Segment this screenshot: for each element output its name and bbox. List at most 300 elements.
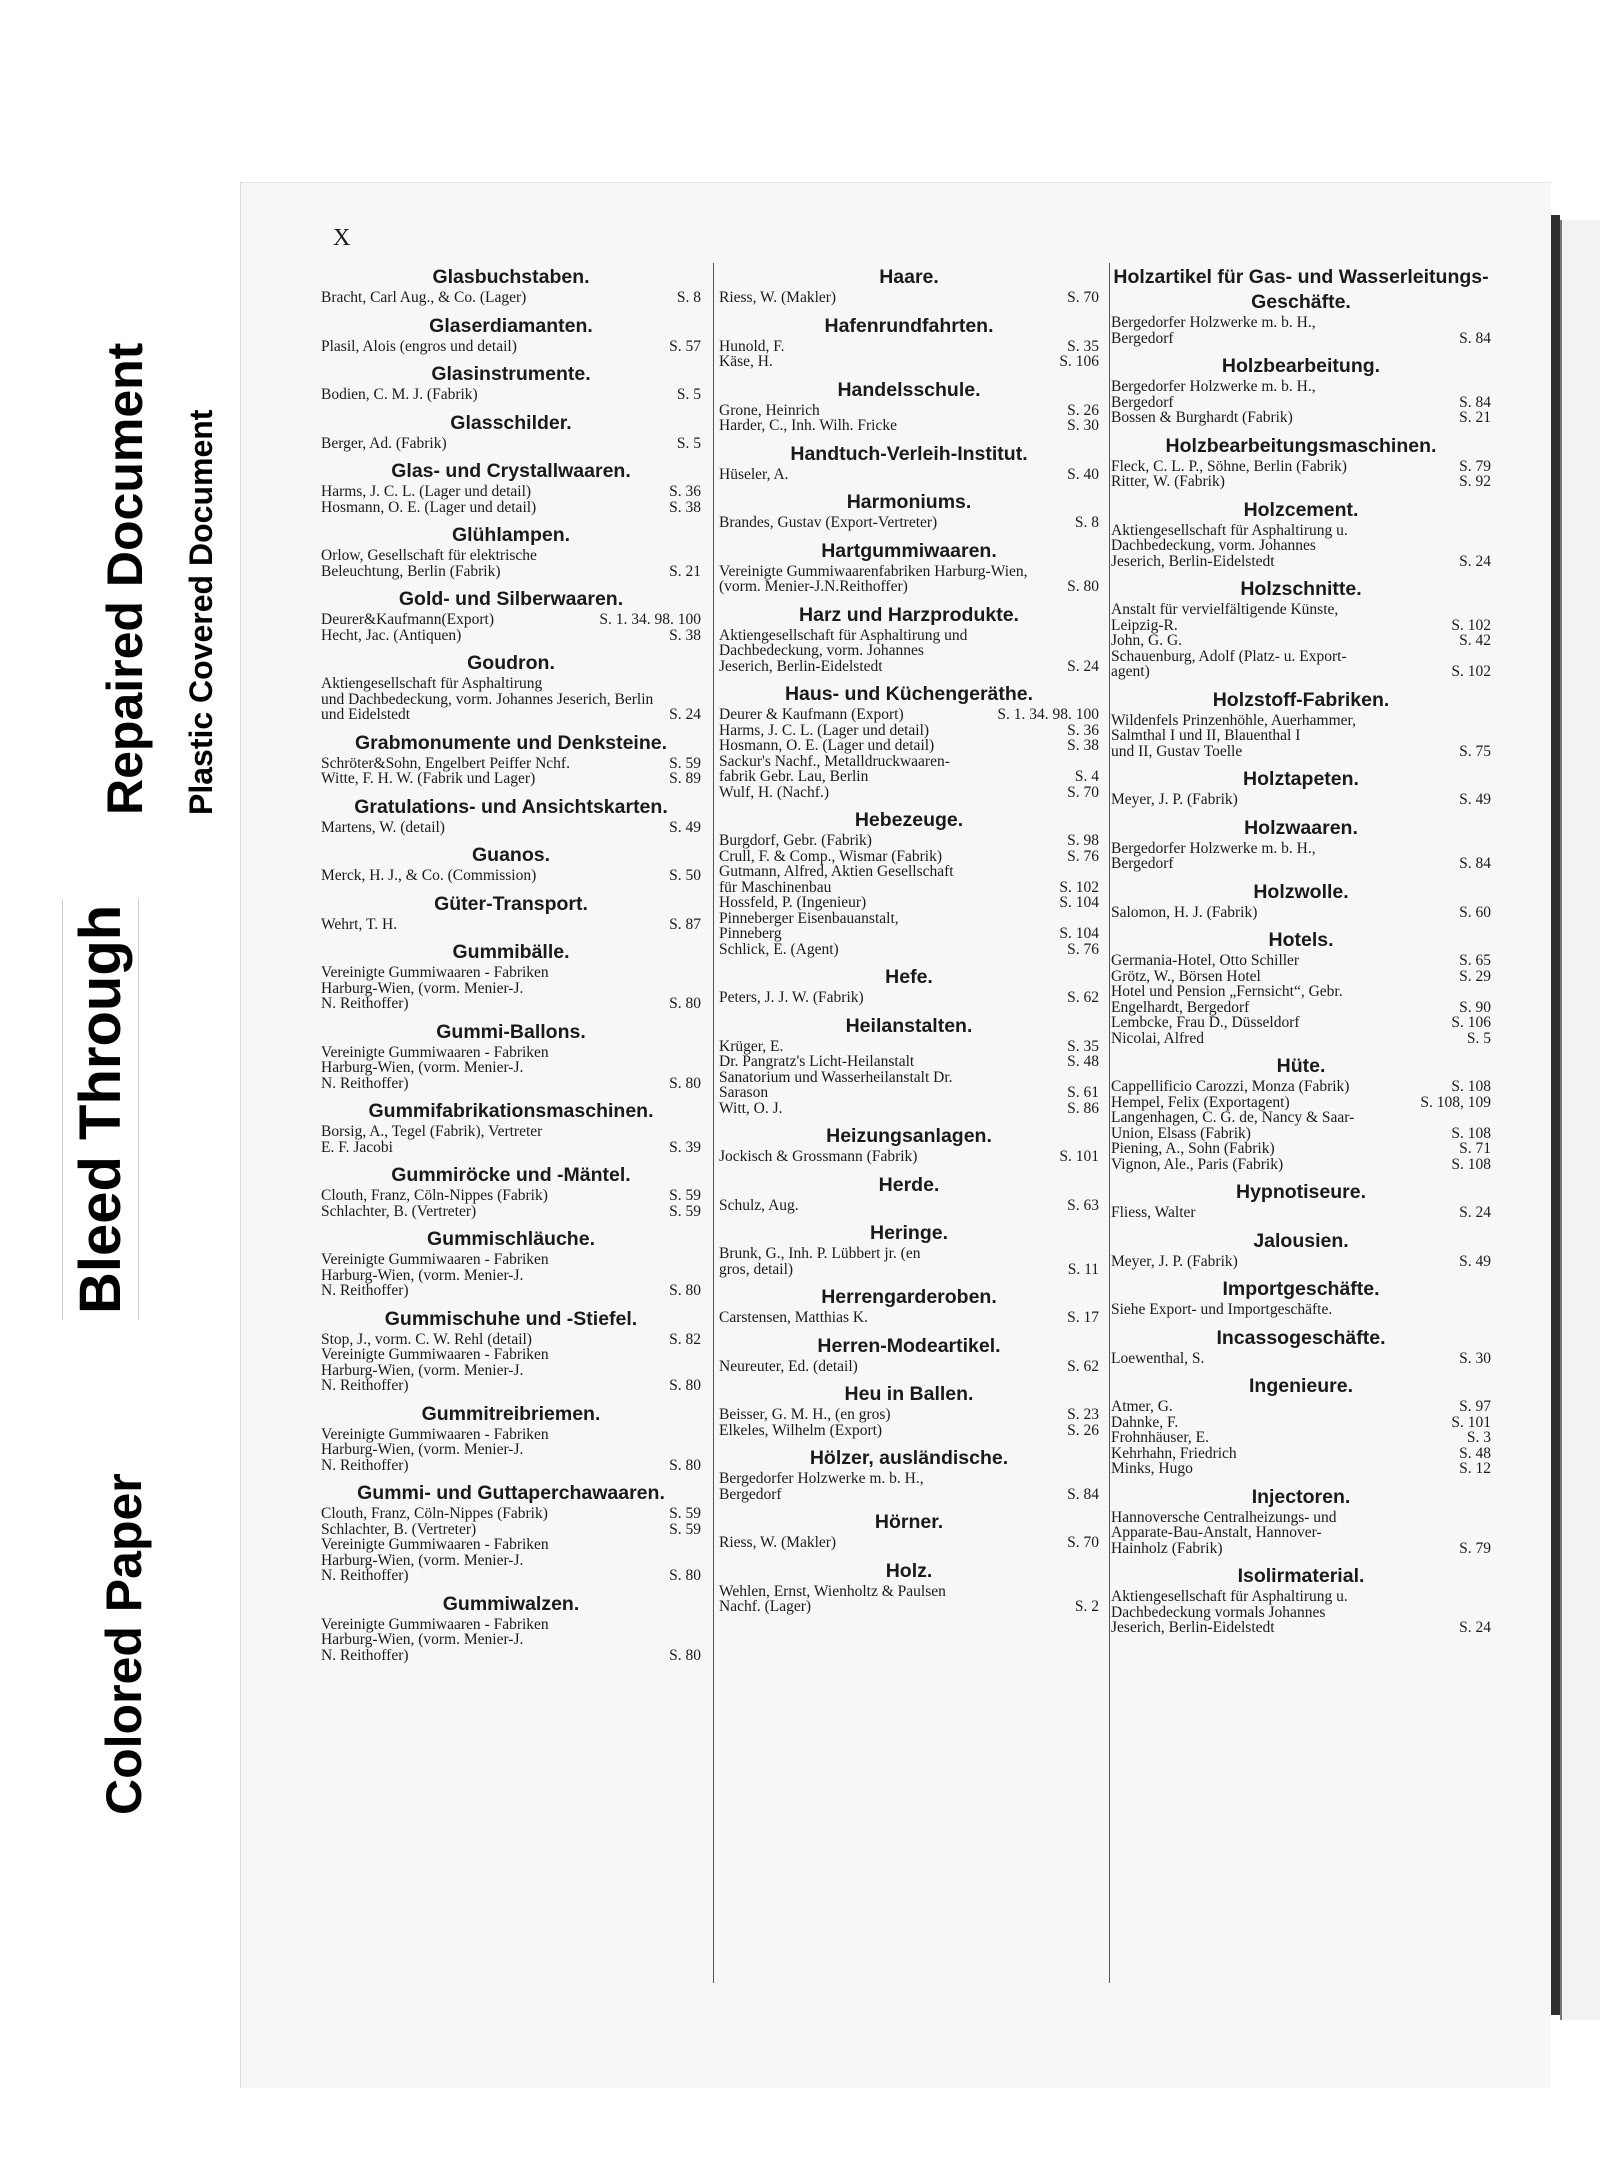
directory-entry <box>719 403 1099 419</box>
column-3 <box>1111 261 1491 1636</box>
entry-page-ref: S. 80 <box>669 1377 701 1394</box>
next-page-edge <box>1560 220 1600 2020</box>
section-heading: Gummiwalzen. <box>442 1592 580 1615</box>
entry-name: Vereinigte Gummiwaaren - Fabriken Harburg-Wien, (vorm. Menier-J. N. Reithoffer) <box>321 1615 549 1664</box>
directory-entry <box>321 1045 701 1092</box>
section-heading: Harz und Harzprodukte. <box>799 603 1019 626</box>
directory-entry <box>1111 905 1491 921</box>
entry-page-ref: S. 104 <box>1059 925 1099 942</box>
section-heading: Grabmonumente und Denksteine. <box>354 731 668 754</box>
entry-page-ref: S. 30 <box>1459 1349 1491 1367</box>
entry-page-ref: S. 42 <box>1459 632 1491 649</box>
entry-name: Wehlen, Ernst, Wienholtz & Paulsen Nachf. (Lager) <box>719 1582 946 1615</box>
entry-page-ref: S. 1. 34. 98. 100 <box>599 611 701 628</box>
directory-entry <box>719 849 1099 865</box>
entry-page-ref: S. 102 <box>1451 663 1491 680</box>
entry-page-ref: S. 24 <box>1459 1619 1491 1636</box>
section-heading: Hafenrundfahrten. <box>824 314 994 337</box>
directory-entry <box>321 1188 701 1204</box>
entry-page-ref: S. 5 <box>1466 1029 1491 1047</box>
entry-page-ref: S. 80 <box>669 1456 701 1474</box>
entry-name: Witt, O. J. <box>719 1099 783 1117</box>
section-heading: Glasinstrumente. <box>431 363 591 385</box>
entry-page-ref: S. 86 <box>1067 1099 1099 1117</box>
entry-name: Vereinigte Gummiwaaren - Fabriken Harburg-Wien, (vorm. Menier-J. N. Reithoffer) <box>321 1251 549 1299</box>
entry-page-ref: S. 92 <box>1459 473 1491 490</box>
section-heading: Hörner. <box>874 1511 944 1533</box>
directory-entry <box>321 484 701 500</box>
entry-page-ref: S. 87 <box>669 915 701 933</box>
directory-entry <box>1111 969 1491 985</box>
section-heading: Hotels. <box>1268 929 1334 951</box>
directory-entry <box>321 1347 701 1394</box>
directory-entry <box>719 467 1099 483</box>
section-heading: Injectoren. <box>1251 1485 1351 1508</box>
directory-entry <box>321 1537 701 1584</box>
entry-page-ref: S. 76 <box>1067 940 1099 958</box>
entry-page-ref: S. 38 <box>669 626 701 644</box>
entry-page-ref: S. 39 <box>669 1138 701 1156</box>
entry-page-ref: S. 84 <box>1459 329 1491 347</box>
entry-name: Fleck, C. L. P., Söhne, Berlin (Fabrik) <box>1111 457 1347 475</box>
entry-page-ref: S. 48 <box>1067 1053 1099 1070</box>
entry-name: Loewenthal, S. <box>1111 1349 1205 1367</box>
directory-entry <box>1111 1399 1491 1415</box>
page-edge <box>1550 215 1560 2015</box>
directory-entry <box>1111 1302 1491 1318</box>
entry-page-ref: S. 23 <box>1067 1406 1099 1423</box>
entry-page-ref: S. 35 <box>1067 1037 1099 1055</box>
directory-entry <box>321 548 701 579</box>
entry-name: Riess, W. (Makler) <box>719 289 837 306</box>
section-heading: Ingenieure. <box>1248 1375 1354 1397</box>
entry-name: Hotel und Pension „Fernsicht“, Gebr. Engelhardt, Bergedorf <box>1111 983 1343 1016</box>
side-labels <box>0 0 240 2177</box>
entry-name: Harms, J. C. L. (Lager und detail) <box>719 721 930 739</box>
entry-name: Fliess, Walter <box>1111 1204 1196 1221</box>
section-heading: Gratulations- und Ansichtskarten. <box>354 795 668 818</box>
section-heading: Holzschnitte. <box>1240 578 1362 600</box>
entry-page-ref: S. 61 <box>1067 1084 1099 1101</box>
directory-entry <box>719 1054 1099 1070</box>
entry-page-ref: S. 80 <box>669 1646 701 1664</box>
entry-name: Piening, A., Sohn (Fabrik) <box>1111 1140 1275 1157</box>
side-label-bleed-through: Bleed Through <box>62 899 139 1320</box>
directory-entry <box>719 1246 1099 1277</box>
entry-page-ref: S. 57 <box>669 337 701 355</box>
directory-entry <box>1111 1254 1491 1270</box>
entry-name: Deurer & Kaufmann (Export) <box>719 706 904 723</box>
entry-name: Hossfeld, P. (Ingenieur) <box>719 894 867 911</box>
section-heading: Goudron. <box>467 652 555 674</box>
entry-page-ref: S. 24 <box>1067 657 1099 675</box>
directory-entry <box>321 965 701 1012</box>
directory-entry <box>1111 953 1491 969</box>
entry-name: Stop, J., vorm. C. W. Rehl (detail) <box>321 1330 532 1348</box>
entry-page-ref: S. 30 <box>1067 417 1099 434</box>
directory-entry <box>321 500 701 516</box>
directory-entry <box>321 628 701 644</box>
directory-entry <box>1111 841 1491 872</box>
directory-entry <box>719 864 1099 895</box>
section-heading: Haus- und Küchengeräthe. <box>784 683 1034 705</box>
entry-page-ref: S. 79 <box>1459 457 1491 475</box>
entry-name: Brunk, G., Inh. P. Lübbert jr. (en gros, detail) <box>719 1245 921 1278</box>
entry-page-ref: S. 5 <box>676 434 701 452</box>
entry-page-ref: S. 4 <box>1074 768 1099 785</box>
entry-page-ref: S. 62 <box>1067 1357 1099 1375</box>
entry-page-ref: S. 36 <box>1067 721 1099 739</box>
entry-page-ref: S. 104 <box>1059 894 1099 911</box>
entry-page-ref: S. 60 <box>1459 903 1491 921</box>
entry-name: Sackur's Nachf., Metalldruckwaaren- fabrik Gebr. Lau, Berlin <box>719 752 950 785</box>
directory-entry <box>1111 379 1491 410</box>
directory-entry <box>1111 1461 1491 1477</box>
entry-page-ref: S. 89 <box>669 770 701 787</box>
section-heading: Holzcement. <box>1243 498 1359 521</box>
directory-entry <box>321 1124 701 1155</box>
section-heading: Holzbearbeitung. <box>1221 355 1381 377</box>
section-heading: Gummi-Ballons. <box>436 1020 586 1043</box>
directory-entry <box>321 756 701 772</box>
entry-name: Schlachter, B. (Vertreter) <box>321 1520 477 1538</box>
entry-name: Meyer, J. P. (Fabrik) <box>1111 791 1238 808</box>
entry-name: Grone, Heinrich <box>719 401 820 419</box>
directory-entry <box>719 290 1099 306</box>
section-heading: Holzartikel für Gas- und Wasserleitungs-Geschäfte. <box>1113 266 1489 313</box>
section-heading: Holztapeten. <box>1243 768 1359 790</box>
entry-name: Bergedorfer Holzwerke m. b. H., Bergedorf <box>1111 314 1316 347</box>
directory-entry <box>1111 1031 1491 1047</box>
entry-page-ref: S. 84 <box>1459 393 1491 411</box>
entry-page-ref: S. 40 <box>1067 465 1099 483</box>
entry-name: Merck, H. J., & Co. (Commission) <box>321 867 537 884</box>
directory-entry <box>321 1252 701 1299</box>
entry-name: Meyer, J. P. (Fabrik) <box>1111 1252 1238 1270</box>
entry-name: Anstalt für vervielfältigende Künste, Leipzig-R. <box>1111 601 1339 634</box>
directory-entry <box>1111 1510 1491 1557</box>
side-label-colored-paper: Colored Paper <box>96 1473 152 1815</box>
entry-name: Kehrhahn, Friedrich <box>1111 1444 1237 1462</box>
directory-entry <box>719 895 1099 911</box>
entry-name: Pinneberger Eisenbauanstalt, Pinneberg <box>719 909 899 942</box>
section-heading: Handelsschule. <box>837 378 981 401</box>
section-heading: Gummischläuche. <box>427 1228 595 1250</box>
directory-entry <box>719 515 1099 531</box>
entry-name: Hempel, Felix (Exportagent) <box>1111 1093 1290 1111</box>
entry-page-ref: S. 90 <box>1459 998 1491 1016</box>
directory-entry <box>321 917 701 933</box>
directory-entry <box>719 738 1099 754</box>
entry-name: Clouth, Franz, Cöln-Nippes (Fabrik) <box>321 1505 548 1522</box>
entry-page-ref: S. 12 <box>1459 1460 1491 1477</box>
entry-name: Aktiengesellschaft für Asphaltirung und Dachbedeckung, vorm. Johannes Jeserich, Berlin und Eidelstedt <box>321 675 654 723</box>
entry-page-ref: S. 11 <box>1067 1260 1099 1278</box>
entry-page-ref: S. 101 <box>1059 1148 1099 1165</box>
entry-name: Wildenfels Prinzenhöhle, Auerhammer, Salmthal I und II, Blauenthal I und II, Gustav Toelle <box>1111 711 1356 760</box>
directory-entry <box>1111 523 1491 570</box>
section-heading: Herde. <box>878 1173 940 1196</box>
directory-entry <box>321 1617 701 1664</box>
section-heading: Güter-Transport. <box>434 892 588 915</box>
section-heading: Glas- und Crystallwaaren. <box>391 460 631 482</box>
entry-name: Hüseler, A. <box>719 465 789 483</box>
directory-entry <box>1111 1157 1491 1173</box>
entry-name: Elkeles, Wilhelm (Export) <box>719 1421 883 1439</box>
entry-page-ref: S. 82 <box>669 1330 701 1348</box>
entry-page-ref: S. 21 <box>669 562 701 580</box>
entry-name: Plasil, Alois (engros und detail) <box>321 337 517 355</box>
section-heading: Gummiröcke und -Mäntel. <box>391 1164 631 1186</box>
entry-page-ref: S. 59 <box>669 1187 701 1204</box>
directory-entry <box>1111 792 1491 808</box>
entry-page-ref: S. 49 <box>1459 1252 1491 1270</box>
entry-name: Berger, Ad. (Fabrik) <box>321 434 447 452</box>
entry-name: John, G. G. <box>1111 632 1183 649</box>
directory-entry <box>719 1423 1099 1439</box>
directory-entry <box>719 1407 1099 1423</box>
directory-entry <box>1111 1015 1491 1031</box>
directory-entry <box>719 942 1099 958</box>
section-heading: Hefe. <box>885 966 933 988</box>
section-heading: Heizungsanlagen. <box>826 1125 992 1147</box>
entry-page-ref: S. 102 <box>1451 616 1491 634</box>
directory-entry <box>321 1204 701 1220</box>
section-heading: Glasschilder. <box>450 411 572 434</box>
entry-page-ref: S. 21 <box>1459 409 1491 426</box>
entry-name: Bracht, Carl Aug., & Co. (Lager) <box>321 289 527 306</box>
entry-name: Riess, W. (Makler) <box>719 1534 837 1551</box>
entry-name: Ritter, W. (Fabrik) <box>1111 473 1225 490</box>
entry-page-ref: S. 70 <box>1067 783 1099 801</box>
entry-name: Hunold, F. <box>719 337 785 355</box>
directory-entry <box>321 339 701 355</box>
entry-page-ref: S. 17 <box>1067 1309 1099 1326</box>
entry-page-ref: S. 24 <box>1459 1204 1491 1221</box>
entry-name: Bergedorfer Holzwerke m. b. H., Bergedorf <box>719 1470 924 1503</box>
entry-name: Hosmann, O. E. (Lager und detail) <box>321 498 537 516</box>
directory-entry <box>321 612 701 628</box>
directory-entry <box>321 436 701 452</box>
entry-name: Schlachter, B. (Vertreter) <box>321 1202 477 1220</box>
entry-page-ref: S. 63 <box>1067 1196 1099 1214</box>
entry-name: Schröter&Sohn, Engelbert Peiffer Nchf. <box>321 754 570 772</box>
entry-page-ref: S. 65 <box>1459 952 1491 969</box>
section-heading: Heu in Ballen. <box>844 1383 974 1405</box>
section-heading: Hebezeuge. <box>854 809 964 831</box>
directory-entry <box>321 868 701 884</box>
entry-page-ref: S. 84 <box>1067 1485 1099 1503</box>
directory-entry <box>321 820 701 836</box>
entry-page-ref: S. 8 <box>1074 514 1099 531</box>
entry-page-ref: S. 29 <box>1459 967 1491 985</box>
directory-entry <box>719 911 1099 942</box>
directory-entry <box>719 785 1099 801</box>
entry-name: Hannoversche Centralheizungs- und Apparate-Bau-Anstalt, Hannover- Hainholz (Fabrik) <box>1111 1508 1337 1557</box>
section-heading: Hartgummiwaaren. <box>821 539 997 562</box>
entry-page-ref: S. 5 <box>676 386 701 403</box>
section-heading: Heringe. <box>869 1222 949 1244</box>
directory-entry <box>1111 315 1491 346</box>
directory-entry <box>321 1332 701 1348</box>
directory-entry <box>719 990 1099 1006</box>
entry-page-ref: S. 59 <box>669 1520 701 1538</box>
section-heading: Holzwolle. <box>1253 880 1349 903</box>
section-heading: Jalousien. <box>1253 1229 1349 1252</box>
directory-entry <box>719 723 1099 739</box>
directory-entry <box>1111 1430 1491 1446</box>
directory-entry <box>719 1149 1099 1165</box>
side-label-repaired-document: Repaired Document <box>97 342 153 815</box>
section-heading: Holzwaaren. <box>1244 816 1358 839</box>
directory-entry <box>1111 713 1491 760</box>
entry-page-ref: S. 59 <box>669 1505 701 1522</box>
directory-entry <box>321 387 701 403</box>
section-heading: Glaserdiamanten. <box>429 314 593 337</box>
entry-name: Vereinigte Gummiwaaren - Fabriken Harburg-Wien, (vorm. Menier-J. N. Reithoffer) <box>321 1346 549 1394</box>
directory-entry <box>321 771 701 787</box>
directory-entry <box>719 1070 1099 1101</box>
entry-page-ref: S. 97 <box>1459 1398 1491 1415</box>
entry-name: Krüger, E. <box>719 1037 784 1055</box>
entry-name: Borsig, A., Tegel (Fabrik), Vertreter E. F. Jacobi <box>321 1123 543 1156</box>
section-heading: Holzstoff-Fabriken. <box>1212 688 1390 711</box>
entry-page-ref: S. 98 <box>1067 832 1099 849</box>
directory-entry <box>719 1584 1099 1615</box>
directory-entry <box>1111 1446 1491 1462</box>
directory-entry <box>321 1522 701 1538</box>
entry-name: Bergedorfer Holzwerke m. b. H., Bergedorf <box>1111 839 1316 872</box>
directory-entry <box>1111 984 1491 1015</box>
entry-name: Vereinigte Gummiwaaren - Fabriken Harburg-Wien, (vorm. Menier-J. N. Reithoffer) <box>321 964 549 1012</box>
entry-name: Schauenburg, Adolf (Platz- u. Export- agent) <box>1111 647 1347 680</box>
entry-name: Aktiengesellschaft für Asphaltirung u. Dachbedeckung, vorm. Johannes Jeserich, Berlin-Eidelstedt <box>1111 521 1348 570</box>
entry-name: Vereinigte Gummiwaarenfabriken Harburg-Wien, (vorm. Menier-J.N.Reithoffer) <box>719 562 1028 595</box>
directory-entry <box>719 1310 1099 1326</box>
directory-entry <box>1111 1110 1491 1141</box>
document-page <box>240 182 1551 2088</box>
entry-page-ref: S. 50 <box>669 867 701 884</box>
directory-entry <box>1111 649 1491 680</box>
section-heading: Haare. <box>879 266 939 288</box>
entry-page-ref: S. 49 <box>669 818 701 836</box>
entry-page-ref: S. 36 <box>669 483 701 500</box>
entry-page-ref: S. 108 <box>1451 1078 1491 1095</box>
entry-page-ref: S. 59 <box>669 1202 701 1220</box>
entry-name: Minks, Hugo <box>1111 1460 1193 1477</box>
directory-entry <box>719 1359 1099 1375</box>
entry-name: Sanatorium und Wasserheilanstalt Dr. Sarason <box>719 1068 953 1101</box>
section-heading: Guanos. <box>471 844 550 866</box>
entry-name: Germania-Hotel, Otto Schiller <box>1111 952 1300 969</box>
entry-name: Vereinigte Gummiwaaren - Fabriken Harburg-Wien, (vorm. Menier-J. N. Reithoffer) <box>321 1043 549 1092</box>
entry-page-ref: S. 101 <box>1451 1413 1491 1431</box>
entry-name: Orlow, Gesellschaft für elektrische Beleuchtung, Berlin (Fabrik) <box>321 547 537 580</box>
section-heading: Gummischuhe und -Stiefel. <box>384 1307 638 1330</box>
directory-entry <box>719 1471 1099 1502</box>
entry-name: Deurer&Kaufmann(Export) <box>321 611 495 628</box>
entry-name: Salomon, H. J. (Fabrik) <box>1111 903 1258 921</box>
entry-name: Wehrt, T. H. <box>321 915 398 933</box>
directory-entry <box>1111 459 1491 475</box>
entry-name: Peters, J. J. W. (Fabrik) <box>719 989 864 1006</box>
entry-name: Grötz, W., Börsen Hotel <box>1111 967 1261 985</box>
column-divider-1 <box>713 263 714 1983</box>
side-label-plastic-covered: Plastic Covered Document <box>183 409 219 815</box>
entry-page-ref: S. 24 <box>1459 552 1491 570</box>
directory-entry <box>1111 410 1491 426</box>
entry-name: Aktiengesellschaft für Asphaltirung u. Dachbedeckung vormals Johannes Jeserich, Berlin-Eidelstedt <box>1111 1588 1348 1636</box>
section-heading: Herren-Modeartikel. <box>817 1334 1001 1357</box>
directory-entry <box>719 707 1099 723</box>
entry-page-ref: S. 59 <box>669 754 701 772</box>
directory-entry <box>719 418 1099 434</box>
entry-name: Käse, H. <box>719 353 773 370</box>
entry-page-ref: S. 48 <box>1459 1444 1491 1462</box>
section-heading: Glasbuchstaben. <box>432 266 590 288</box>
entry-page-ref: S. 80 <box>669 1282 701 1299</box>
directory-entry <box>321 290 701 306</box>
section-heading: Hypnotiseure. <box>1235 1181 1367 1203</box>
entry-name: Lembcke, Frau D., Düsseldorf <box>1111 1014 1300 1031</box>
entry-page-ref: S. 84 <box>1459 855 1491 872</box>
entry-name: Nicolai, Alfred <box>1111 1029 1204 1047</box>
directory-entry <box>1111 1205 1491 1221</box>
entry-page-ref: S. 106 <box>1059 353 1099 370</box>
section-heading: Incassogeschäfte. <box>1216 1326 1386 1349</box>
directory-entry <box>321 1427 701 1474</box>
entry-page-ref: S. 70 <box>1067 1534 1099 1551</box>
entry-page-ref: S. 35 <box>1067 337 1099 355</box>
entry-name: Cappellificio Carozzi, Monza (Fabrik) <box>1111 1078 1350 1095</box>
entry-page-ref: S. 80 <box>669 995 701 1012</box>
section-heading: Isolirmaterial. <box>1237 1565 1365 1587</box>
entry-name: Harms, J. C. L. (Lager und detail) <box>321 483 532 500</box>
directory-entry <box>1111 1589 1491 1636</box>
entry-page-ref: S. 24 <box>669 706 701 723</box>
section-heading: Hüte. <box>1276 1055 1326 1077</box>
entry-name: Vereinigte Gummiwaaren - Fabriken Harburg-Wien, (vorm. Menier-J. N. Reithoffer) <box>321 1536 549 1584</box>
entry-page-ref: S. 106 <box>1451 1014 1491 1031</box>
directory-entry <box>719 564 1099 595</box>
entry-name: Clouth, Franz, Cöln-Nippes (Fabrik) <box>321 1187 548 1204</box>
entry-name: Siehe Export- und Importgeschäfte. <box>1111 1301 1333 1318</box>
entry-name: Hecht, Jac. (Antiquen) <box>321 626 462 644</box>
entry-page-ref: S. 26 <box>1067 1421 1099 1439</box>
directory-entry <box>1111 633 1491 649</box>
section-heading: Glühlampen. <box>451 524 571 546</box>
directory-entry <box>1111 1095 1491 1111</box>
section-heading: Importgeschäfte. <box>1222 1278 1380 1300</box>
entry-name: Atmer, G. <box>1111 1398 1173 1415</box>
entry-page-ref: S. 70 <box>1067 289 1099 306</box>
section-heading: Holzbearbeitungsmaschinen. <box>1165 434 1437 457</box>
directory-entry <box>719 1198 1099 1214</box>
directory-entry <box>719 628 1099 675</box>
entry-page-ref: S. 75 <box>1459 742 1491 760</box>
section-heading: Gold- und Silberwaaren. <box>398 588 624 610</box>
entry-page-ref: S. 8 <box>676 289 701 306</box>
entry-page-ref: S. 80 <box>669 1074 701 1092</box>
entry-page-ref: S. 76 <box>1067 847 1099 865</box>
directory-entry <box>719 1535 1099 1551</box>
entry-page-ref: S. 108, 109 <box>1420 1093 1491 1111</box>
entry-page-ref: S. 108 <box>1451 1124 1491 1142</box>
entry-name: Langenhagen, C. G. de, Nancy & Saar- Union, Elsass (Fabrik) <box>1111 1109 1355 1142</box>
directory-entry <box>321 676 701 723</box>
section-heading: Herrengarderoben. <box>821 1286 997 1308</box>
section-heading: Handtuch-Verleih-Institut. <box>790 442 1028 465</box>
